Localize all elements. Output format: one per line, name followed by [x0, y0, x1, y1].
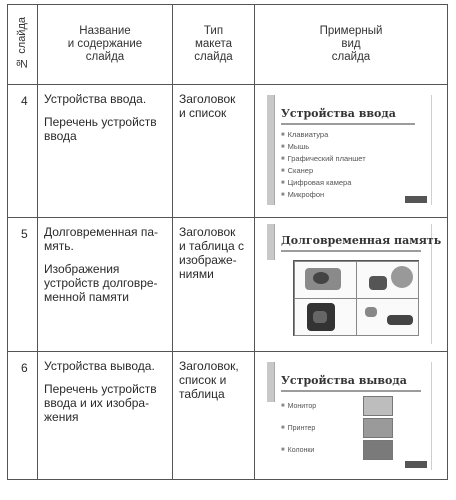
slide-layout: Заголовок и список: [173, 85, 255, 218]
list-item: ■ Колонки: [281, 444, 316, 466]
slide-number: 6: [8, 352, 38, 480]
list-item: ■ Клавиатура: [281, 129, 366, 141]
hard-drive-image: [294, 261, 357, 299]
printer-image: [363, 418, 393, 438]
slide-title: Устройства вывода: [281, 374, 407, 387]
slide-title-underline: [281, 123, 415, 125]
slide-title-underline: [281, 390, 421, 392]
slide-number: 4: [8, 85, 38, 218]
list-item: ■ Принтер: [281, 422, 316, 444]
slide-layout: Заголовок, список и таблица: [173, 352, 255, 480]
slide-thumbnail: [267, 362, 432, 470]
slide-side-bar: [267, 224, 275, 260]
slide-title-underline: [281, 250, 421, 252]
header-name: Название и содержание слайда: [38, 5, 173, 85]
slide-thumbnail: [267, 224, 442, 344]
memory-module-image: [294, 298, 357, 336]
table-row: [8, 352, 448, 480]
slide-description: Устройства ввода. Перечень устройств ввода: [38, 85, 173, 218]
slide-title: Долговременная память: [281, 234, 442, 247]
storage-images-grid: [293, 260, 419, 336]
slide-description: Долговременная па- мять. Изображения устройств долговре- менной памяти: [38, 218, 173, 352]
header-layout: Тип макета слайда: [173, 5, 255, 85]
slide-layout: Заголовок и таблица с изображе- ниями: [173, 218, 255, 352]
table-row: [8, 218, 448, 352]
list-item: ■ Цифровая камера: [281, 177, 366, 189]
slide-logo-mark: [405, 461, 427, 468]
list-item: ■ Микрофон: [281, 189, 366, 201]
slide-preview: [255, 352, 448, 480]
table-row: [8, 85, 448, 218]
slides-plan-table: [7, 4, 448, 480]
slide-side-bar: [267, 362, 275, 402]
slide-preview: [255, 85, 448, 218]
optical-disc-image: [356, 261, 419, 299]
flash-drive-image: [356, 298, 419, 336]
slide-side-bar: [267, 95, 275, 205]
slide-bullet-list: [281, 129, 366, 201]
monitor-image: [363, 396, 393, 416]
slide-thumbnail: [267, 95, 432, 205]
header-row: [8, 5, 448, 85]
slide-title: Устройства ввода: [281, 107, 396, 120]
list-item: ■ Монитор: [281, 400, 316, 422]
slide-number: 5: [8, 218, 38, 352]
list-item: ■ Графический планшет: [281, 153, 366, 165]
slide-logo-mark: [405, 196, 427, 203]
header-preview: Примерный вид слайда: [255, 5, 448, 85]
slide-bullet-list: [281, 400, 316, 466]
slide-preview: [255, 218, 448, 352]
list-item: ■ Мышь: [281, 141, 366, 153]
slide-description: Устройства вывода. Перечень устройств ввода и их изобра- жения: [38, 352, 173, 480]
list-item: ■ Сканер: [281, 165, 366, 177]
header-num: № слайда: [8, 5, 38, 85]
speakers-image: [363, 440, 393, 460]
